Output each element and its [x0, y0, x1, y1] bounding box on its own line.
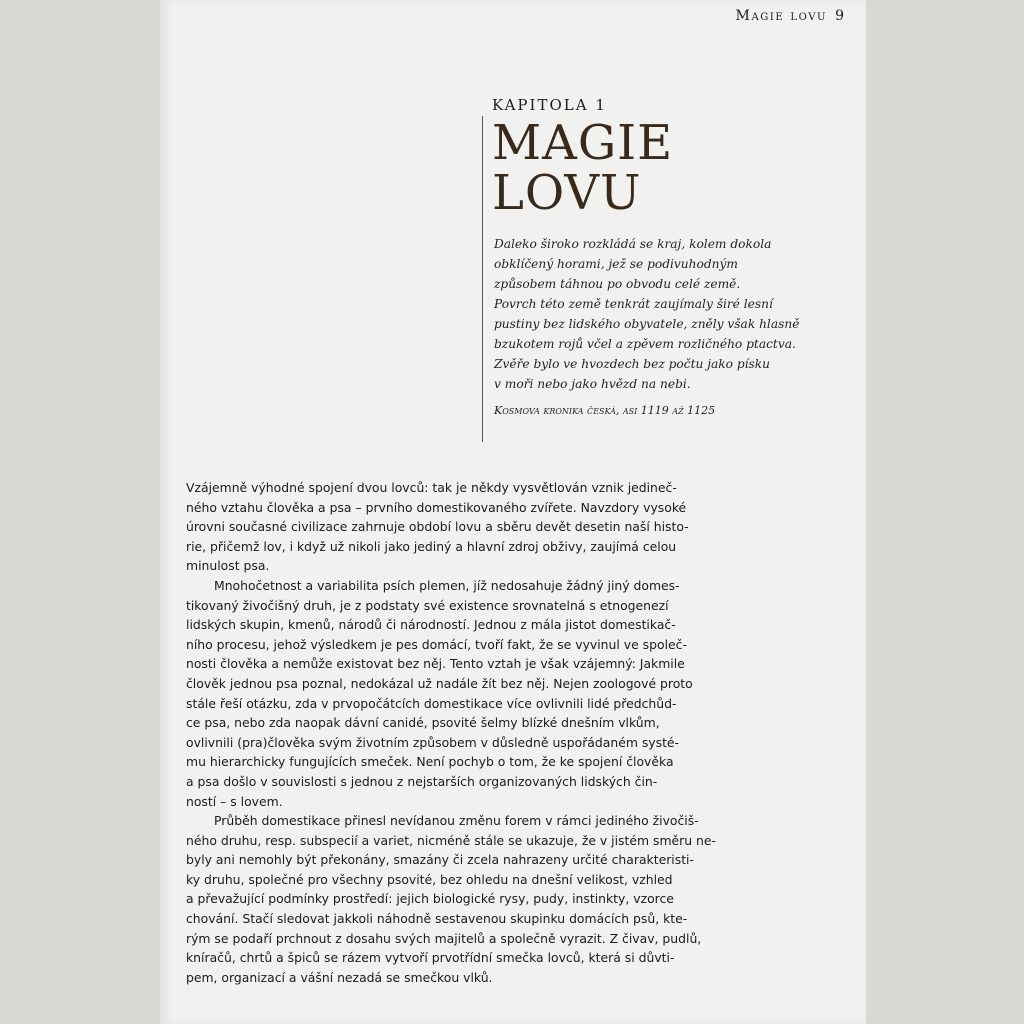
body-line: ce psa, nebo zda naopak dávní canidé, psovité šelmy blízké dnešním vlkům,: [186, 715, 660, 731]
body-line: stále řeší otázku, zda v prvopočátcích domestikace více ovlivnili lidé předchůd-: [186, 695, 677, 711]
epigraph-line: v moři nebo jako hvězd na nebi.: [494, 377, 691, 391]
body-line: rie, přičemž lov, i když už nikoli jako jediný a hlavní zdroj obživy, zaujímá celou: [186, 538, 677, 554]
epigraph: [494, 234, 824, 394]
epigraph-line: Povrch této země tenkrát zaujímaly širé lesní: [494, 297, 773, 311]
body-line: ovlivnili (pra)člověka svým životním způsobem v důsledně uspořádaném systé-: [186, 734, 680, 750]
chapter-title-line2: LOVU: [492, 165, 642, 221]
running-head-title: Magie lovu: [735, 8, 828, 24]
epigraph-line: Zvěře bylo ve hvozdech bez počtu jako písku: [494, 357, 771, 371]
epigraph-line: obklíčený horami, jež se podivuhodným: [494, 257, 738, 271]
chapter-title: [492, 115, 822, 221]
body-line: Průběh domestikace přinesl nevídanou změnu forem v rámci jediného živočiš-: [214, 813, 699, 829]
body-line: rým se podaří prchnout z dosahu svých majitelů a společně vyrazit. Z čivav, pudlů,: [186, 930, 702, 946]
body-line: byly ani nemohly být překonány, smazány či zcela nahrazeny určité charakteristi-: [186, 852, 694, 868]
chapter-rule: [482, 116, 483, 442]
body-line: úrovni současné civilizace zahrnuje období lovu a sběru devět desetin naší histo-: [186, 519, 689, 535]
chapter-label: KAPITOLA 1: [492, 96, 607, 114]
chapter-block: [482, 96, 822, 417]
epigraph-line: bzukotem rojů včel a zpěvem rozličného ptactva.: [494, 337, 796, 351]
body-line: a převažující podmínky prostředí: jejich biologické rysy, pudy, instinkty, vzorce: [186, 891, 674, 907]
body-line: minulost psa.: [186, 558, 270, 574]
body-line: chování. Stačí sledovat jakkoli náhodně sestavenou skupinku domácích psů, kte-: [186, 911, 688, 927]
body-line: člověk jednou psa poznal, nedokázal už nadále žít bez něj. Nejen zoologové proto: [186, 675, 693, 691]
chapter-title-line1: MAGIE: [492, 115, 674, 171]
epigraph-source: Kosmova kronika česká, asi 1119 až 1125: [494, 404, 716, 417]
body-text: [186, 478, 780, 987]
body-line: Mnohočetnost a variabilita psích plemen, jíž nedosahuje žádný jiný domes-: [214, 577, 680, 593]
body-line: pem, organizací a vášní nezadá se smečkou vlků.: [186, 969, 493, 985]
epigraph-line: pustiny bez lidského obyvatele, zněly však hlasně: [494, 317, 800, 331]
body-line: kníračů, chrtů a špiců se rázem vytvoří prvotřídní smečka lovců, která si důvti-: [186, 950, 675, 966]
epigraph-line: způsobem táhnou po obvodu celé země.: [494, 277, 741, 291]
book-page: [160, 0, 866, 1024]
body-line: ností – s lovem.: [186, 793, 283, 809]
body-line: tikovaný živočišný druh, je z podstaty své existence srovnatelná s etnogenezí: [186, 597, 669, 613]
epigraph-line: Daleko široko rozkládá se kraj, kolem dokola: [494, 237, 772, 251]
body-line: ního procesu, jehož výsledkem je pes domácí, tvoří fakt, že se vyvinul ve společ-: [186, 636, 687, 652]
page-number: 9: [835, 8, 844, 24]
running-head: [736, 8, 844, 24]
body-line: ky druhu, společné pro všechny psovité, bez ohledu na dnešní velikost, vzhled: [186, 871, 673, 887]
body-line: mu hierarchicky fungujících smeček. Není pochyb o tom, že ke spojení člověka: [186, 754, 674, 770]
body-line: a psa došlo v souvislosti s jednou z nejstarších organizovaných lidských čin-: [186, 773, 658, 789]
body-line: ného vztahu člověka a psa – prvního domestikovaného zvířete. Navzdory vysoké: [186, 499, 687, 515]
body-line: lidských skupin, kmenů, národů či národností. Jednou z mála jistot domestikač-: [186, 617, 676, 633]
body-line: nosti člověka a nemůže existovat bez něj. Tento vztah je však vzájemný: Jakmile: [186, 656, 685, 672]
body-line: Vzájemně výhodné spojení dvou lovců: tak je někdy vysvětlován vznik jedineč-: [186, 480, 677, 495]
body-line: ného druhu, resp. subspecií a variet, nicméně stále se ukazuje, že v jistém směru ne-: [186, 832, 716, 848]
